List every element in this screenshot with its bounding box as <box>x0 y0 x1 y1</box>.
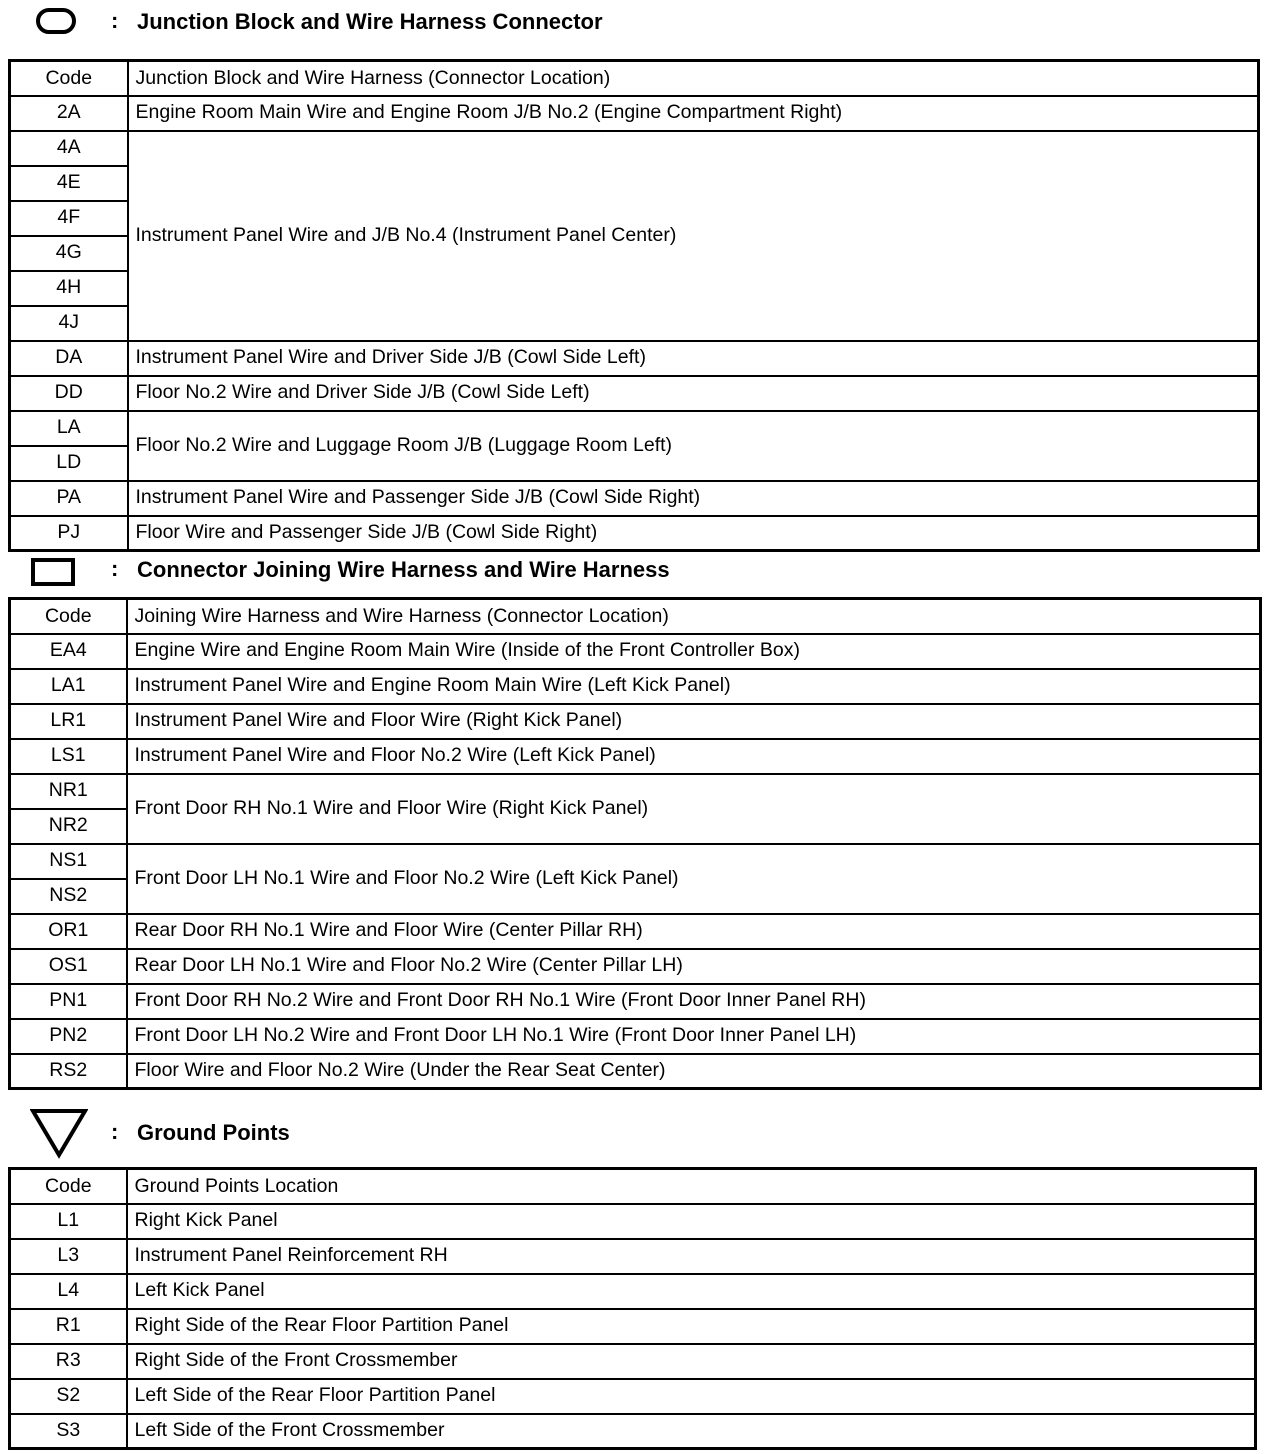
code-cell: LD <box>10 446 128 481</box>
code-cell: LA1 <box>10 669 127 704</box>
ground-section-header <box>0 1107 1280 1151</box>
code-cell: OR1 <box>10 914 127 949</box>
table-row <box>10 481 1259 516</box>
table-header-row <box>10 61 1259 96</box>
location-cell: Floor Wire and Floor No.2 Wire (Under the Rear Seat Center) <box>127 1054 1261 1089</box>
table-row <box>10 634 1261 669</box>
location-cell: Front Door LH No.1 Wire and Floor No.2 Wire (Left Kick Panel) <box>127 844 1261 914</box>
junction-colon: : <box>111 8 119 33</box>
code-cell: 4A <box>10 131 128 166</box>
table-row <box>10 1019 1261 1054</box>
table-row <box>10 1054 1261 1089</box>
location-cell: Engine Room Main Wire and Engine Room J/B No.2 (Engine Compartment Right) <box>128 96 1259 131</box>
table-header-row <box>10 1169 1256 1204</box>
column-header-code: Code <box>10 61 128 96</box>
code-cell: R3 <box>10 1344 127 1379</box>
location-cell: Front Door RH No.2 Wire and Front Door RH No.1 Wire (Front Door Inner Panel RH) <box>127 984 1261 1019</box>
code-cell: 2A <box>10 96 128 131</box>
code-cell: PN2 <box>10 1019 127 1054</box>
location-cell: Instrument Panel Reinforcement RH <box>127 1239 1256 1274</box>
table-row <box>10 96 1259 131</box>
location-cell: Instrument Panel Wire and Passenger Side J/B (Cowl Side Right) <box>128 481 1259 516</box>
table-row <box>10 376 1259 411</box>
code-cell: R1 <box>10 1309 127 1344</box>
table-row <box>10 341 1259 376</box>
junction-section-header <box>0 0 1280 44</box>
location-cell: Left Kick Panel <box>127 1274 1256 1309</box>
ground-colon: : <box>111 1119 119 1144</box>
location-cell: Instrument Panel Wire and Floor No.2 Wire (Left Kick Panel) <box>127 739 1261 774</box>
table-row <box>10 1239 1256 1274</box>
code-cell: NR2 <box>10 809 127 844</box>
code-cell: 4F <box>10 201 128 236</box>
location-cell: Floor Wire and Passenger Side J/B (Cowl Side Right) <box>128 516 1259 551</box>
code-cell: 4J <box>10 306 128 341</box>
code-cell: L3 <box>10 1239 127 1274</box>
table-row <box>10 1344 1256 1379</box>
location-cell: Engine Wire and Engine Room Main Wire (Inside of the Front Controller Box) <box>127 634 1261 669</box>
junction-title: Junction Block and Wire Harness Connector <box>137 9 603 34</box>
code-cell: L1 <box>10 1204 127 1239</box>
table-row <box>10 914 1261 949</box>
table-row <box>10 131 1259 166</box>
table-row <box>10 669 1261 704</box>
location-cell: Rear Door RH No.1 Wire and Floor Wire (Center Pillar RH) <box>127 914 1261 949</box>
table-row <box>10 516 1259 551</box>
code-cell: NS1 <box>10 844 127 879</box>
table-row <box>10 1274 1256 1309</box>
code-cell: DD <box>10 376 128 411</box>
code-cell: DA <box>10 341 128 376</box>
location-cell: Left Side of the Rear Floor Partition Panel <box>127 1379 1256 1414</box>
code-cell: LS1 <box>10 739 127 774</box>
oval-symbol-icon <box>36 8 76 34</box>
code-cell: NS2 <box>10 879 127 914</box>
location-cell: Front Door RH No.1 Wire and Floor Wire (Right Kick Panel) <box>127 774 1261 844</box>
table-row <box>10 739 1261 774</box>
code-cell: PJ <box>10 516 128 551</box>
table-row <box>10 774 1261 809</box>
location-cell: Instrument Panel Wire and Driver Side J/B (Cowl Side Left) <box>128 341 1259 376</box>
table-row <box>10 1414 1256 1449</box>
joining-table <box>8 597 1262 1090</box>
column-header-location: Junction Block and Wire Harness (Connector Location) <box>128 61 1259 96</box>
code-cell: S3 <box>10 1414 127 1449</box>
code-cell: LA <box>10 411 128 446</box>
joining-title: Connector Joining Wire Harness and Wire Harness <box>137 557 670 582</box>
joining-colon: : <box>111 556 119 581</box>
code-cell: EA4 <box>10 634 127 669</box>
location-cell: Rear Door LH No.1 Wire and Floor No.2 Wire (Center Pillar LH) <box>127 949 1261 984</box>
table-row <box>10 411 1259 446</box>
location-cell: Instrument Panel Wire and Engine Room Main Wire (Left Kick Panel) <box>127 669 1261 704</box>
column-header-location: Joining Wire Harness and Wire Harness (Connector Location) <box>127 599 1261 634</box>
triangle-symbol-icon <box>30 1107 88 1159</box>
rectangle-symbol-icon <box>31 558 75 586</box>
joining-section-header <box>0 548 1280 592</box>
code-cell: NR1 <box>10 774 127 809</box>
table-row <box>10 704 1261 739</box>
location-cell: Right Kick Panel <box>127 1204 1256 1239</box>
ground-title: Ground Points <box>137 1120 290 1145</box>
code-cell: PA <box>10 481 128 516</box>
code-cell: 4E <box>10 166 128 201</box>
table-row <box>10 1204 1256 1239</box>
location-cell: Instrument Panel Wire and Floor Wire (Right Kick Panel) <box>127 704 1261 739</box>
code-cell: PN1 <box>10 984 127 1019</box>
location-cell: Front Door LH No.2 Wire and Front Door LH No.1 Wire (Front Door Inner Panel LH) <box>127 1019 1261 1054</box>
ground-table <box>8 1167 1257 1450</box>
table-row <box>10 984 1261 1019</box>
location-cell: Floor No.2 Wire and Driver Side J/B (Cowl Side Left) <box>128 376 1259 411</box>
junction-table <box>8 59 1260 552</box>
location-cell: Right Side of the Front Crossmember <box>127 1344 1256 1379</box>
location-cell: Instrument Panel Wire and J/B No.4 (Instrument Panel Center) <box>128 131 1259 341</box>
table-row <box>10 949 1261 984</box>
code-cell: OS1 <box>10 949 127 984</box>
table-row <box>10 844 1261 879</box>
column-header-location: Ground Points Location <box>127 1169 1256 1204</box>
code-cell: 4G <box>10 236 128 271</box>
column-header-code: Code <box>10 599 127 634</box>
code-cell: S2 <box>10 1379 127 1414</box>
code-cell: L4 <box>10 1274 127 1309</box>
location-cell: Floor No.2 Wire and Luggage Room J/B (Luggage Room Left) <box>128 411 1259 481</box>
column-header-code: Code <box>10 1169 127 1204</box>
table-header-row <box>10 599 1261 634</box>
location-cell: Right Side of the Rear Floor Partition Panel <box>127 1309 1256 1344</box>
code-cell: 4H <box>10 271 128 306</box>
table-row <box>10 1379 1256 1414</box>
location-cell: Left Side of the Front Crossmember <box>127 1414 1256 1449</box>
code-cell: LR1 <box>10 704 127 739</box>
code-cell: RS2 <box>10 1054 127 1089</box>
table-row <box>10 1309 1256 1344</box>
